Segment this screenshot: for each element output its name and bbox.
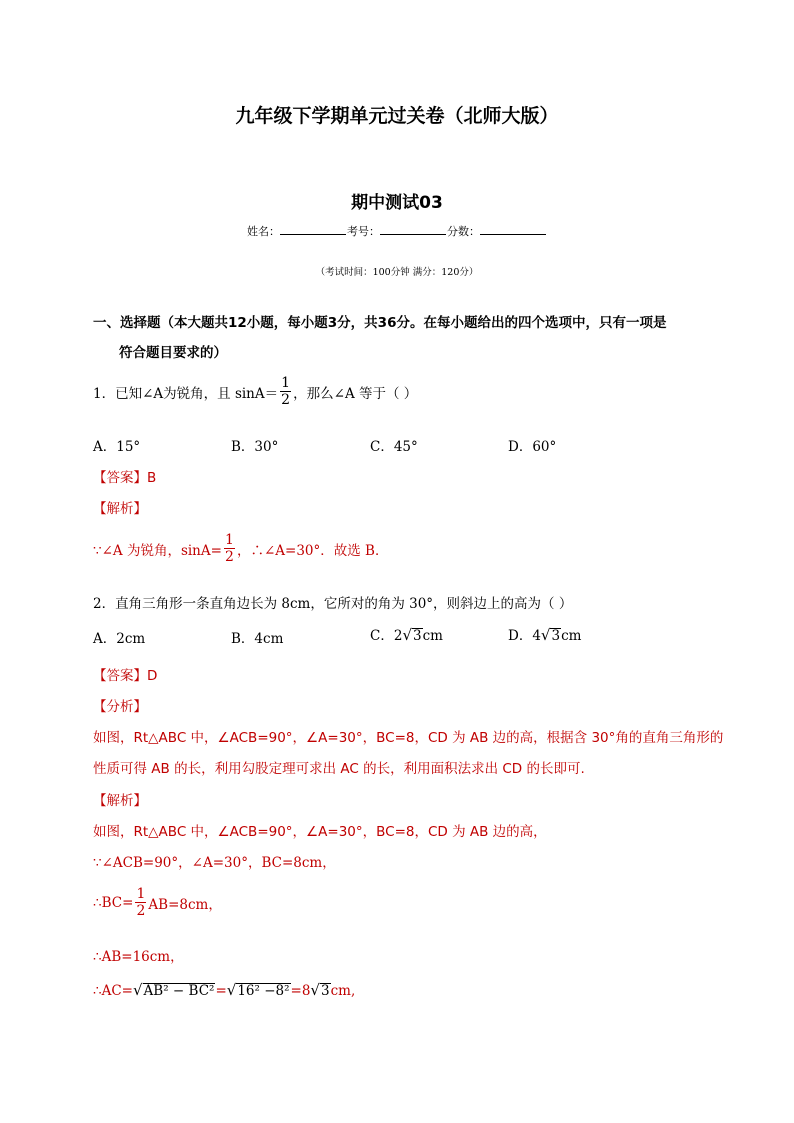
q2-analysis-bc: ∴BC= $\frac{1}{2}$ AB=8cm， xyxy=(93,886,222,919)
exam-no-label: 考号： xyxy=(347,225,380,238)
section-heading-line1: 一、选择题（本大题共12小题，每小题3分，共36分。在每小题给出的四个选项中，只有一项是 xyxy=(93,315,667,331)
name-label: 姓名： xyxy=(247,225,280,238)
q2-option-a: A．2cm xyxy=(93,631,146,647)
q2-analysis-ab: ∴AB=16cm， xyxy=(93,949,184,965)
q1-option-c: C．45° xyxy=(370,439,418,455)
student-info-line xyxy=(0,223,794,239)
fraction: $\frac{1}{2}$ xyxy=(224,532,234,565)
fraction: $\frac{1}{2}$ xyxy=(136,886,146,919)
section-heading-line2: 符合题目要求的） xyxy=(119,345,227,361)
document-title: 九年级下学期单元过关卷（北师大版） xyxy=(235,105,559,127)
q1-analysis-label: 【解析】 xyxy=(93,501,147,517)
name-blank[interactable] xyxy=(280,224,346,235)
q1-analysis: ∵∠A 为锐角，sinA= $\frac{1}{2}$ ，∴∠A=30°．故选 B． xyxy=(93,532,389,565)
score-blank[interactable] xyxy=(480,224,546,235)
exam-no-blank[interactable] xyxy=(380,224,446,235)
exam-time-note: （考试时间：100分钟 满分：120分） xyxy=(315,267,479,278)
score-label: 分数： xyxy=(447,225,480,238)
q1-option-b: B．30° xyxy=(231,439,279,455)
question-1-stem: 1．已知∠A为锐角，且 sinA＝ $\frac{1}{2}$ ，那么∠A 等于（ ） xyxy=(93,375,418,408)
q2-option-b: B．4cm xyxy=(231,631,284,647)
q2-option-d: D．4√3cm xyxy=(508,626,582,644)
q2-option-c: C．2√3cm xyxy=(370,626,443,644)
q2-fenxi-label: 【分析】 xyxy=(93,699,147,715)
exam-subtitle: 期中测试03 xyxy=(351,193,443,213)
q2-analysis-line2: ∵∠ACB=90°，∠A=30°，BC=8cm， xyxy=(93,855,336,871)
q2-analysis-ac: ∴AC=√AB² − BC²=√16² −8²=8√3cm, xyxy=(93,981,356,999)
q2-analysis-label: 【解析】 xyxy=(93,793,147,809)
q1-answer: 【答案】B xyxy=(93,470,157,486)
q1-option-a: A．15° xyxy=(93,439,141,455)
question-2-stem: 2．直角三角形一条直角边长为 8cm，它所对的角为 30°，则斜边上的高为（ ） xyxy=(93,596,573,612)
q2-answer: 【答案】D xyxy=(93,668,158,684)
q2-analysis-line1: 如图，Rt△ABC 中，∠ACB=90°，∠A=30°，BC=8，CD 为 AB 边的高， xyxy=(93,824,547,840)
q2-fenxi-line2: 性质可得 AB 的长，利用勾股定理可求出 AC 的长，利用面积法求出 CD 的长即可. xyxy=(93,761,585,777)
q1-option-d: D．60° xyxy=(508,439,557,455)
q2-fenxi-line1: 如图，Rt△ABC 中，∠ACB=90°，∠A=30°，BC=8，CD 为 AB 边的高，根据含 30°角的直角三角形的 xyxy=(93,730,724,746)
fraction: $\frac{1}{2}$ xyxy=(281,375,291,408)
